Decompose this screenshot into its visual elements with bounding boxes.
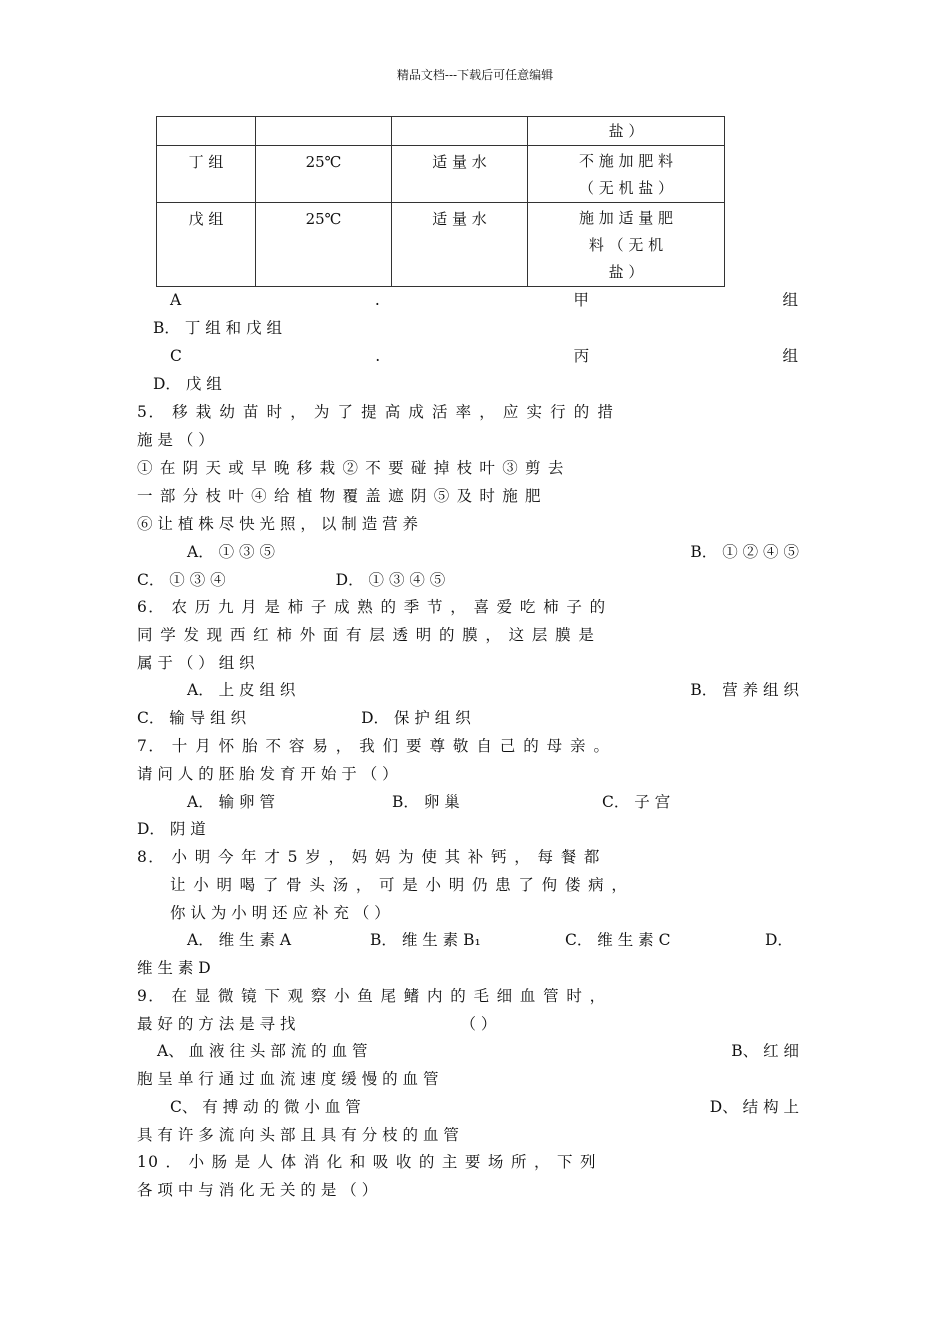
table-cell bbox=[256, 117, 392, 146]
option-line: 维 生 素 D bbox=[137, 959, 211, 977]
question-9: 9． 在 显 微 镜 下 观 察 小 鱼 尾 鳍 内 的 毛 细 血 管 时 ， bbox=[137, 987, 607, 1005]
question-line: 施 是 （ ） bbox=[137, 431, 214, 449]
table-cell bbox=[392, 117, 528, 146]
option-label: A bbox=[170, 291, 182, 309]
question-line: 属 于 （ ） 组 织 bbox=[137, 654, 255, 672]
question-line: ① 在 阴 天 或 早 晚 移 栽 ② 不 要 碰 掉 枝 叶 ③ 剪 去 bbox=[137, 459, 565, 477]
option-line: C、 有 搏 动 的 微 小 血 管 D、 结 构 上 bbox=[170, 1098, 799, 1116]
option-line: D． 阴 道 bbox=[137, 820, 206, 838]
question-line: 最 好 的 方 法 是 寻 找 （ ） bbox=[137, 1015, 497, 1033]
table-cell: 25℃ bbox=[256, 146, 392, 203]
table-cell: 盐 ） bbox=[528, 117, 725, 146]
option-line: A． 上 皮 组 织 B． 营 养 组 织 bbox=[187, 681, 799, 699]
question-line: 你 认 为 小 明 还 应 补 充 （ ） bbox=[170, 904, 390, 922]
table-row bbox=[157, 146, 725, 203]
question-6: 6． 农 历 九 月 是 柿 子 成 熟 的 季 节 ， 喜 爱 吃 柿 子 的 bbox=[137, 598, 607, 616]
table-row bbox=[157, 203, 725, 287]
question-5: 5． 移 栽 幼 苗 时 ， 为 了 提 高 成 活 率 ， 应 实 行 的 措 bbox=[137, 403, 615, 421]
table-cell: 施 加 适 量 肥 料 （ 无 机 盐 ） bbox=[528, 203, 725, 287]
option-line: B． 丁 组 和 戊 组 bbox=[153, 319, 283, 337]
table-cell: 适 量 水 bbox=[392, 203, 528, 287]
option-line: C． 输 导 组 织 D． 保 护 组 织 bbox=[137, 709, 471, 727]
option-text: 甲 bbox=[573, 291, 589, 309]
question-line: 各 项 中 与 消 化 无 关 的 是 （ ） bbox=[137, 1181, 378, 1199]
page-header: 精品文档---下载后可任意编辑 bbox=[396, 68, 554, 82]
option-line: 胞 呈 单 行 通 过 血 流 速 度 缓 慢 的 血 管 bbox=[137, 1070, 439, 1088]
option-dot: . bbox=[374, 291, 380, 309]
table-cell bbox=[157, 117, 256, 146]
table-cell: 戊 组 bbox=[157, 203, 256, 287]
table-cell: 适 量 水 bbox=[392, 146, 528, 203]
option-line: 具 有 许 多 流 向 头 部 且 具 有 分 枝 的 血 管 bbox=[137, 1126, 459, 1144]
question-7: 7． 十 月 怀 胎 不 容 易 ， 我 们 要 尊 敬 自 己 的 母 亲 。 bbox=[137, 737, 611, 755]
question-line: 同 学 发 现 西 红 柿 外 面 有 层 透 明 的 膜 ， 这 层 膜 是 bbox=[137, 626, 596, 644]
table-cell: 25℃ bbox=[256, 203, 392, 287]
question-line: 一 部 分 枝 叶 ④ 给 植 物 覆 盖 遮 阴 ⑤ 及 时 施 肥 bbox=[137, 487, 542, 505]
option-text: 组 bbox=[782, 291, 798, 309]
question-10: 10 ． 小 肠 是 人 体 消 化 和 吸 收 的 主 要 场 所 ， 下 列 bbox=[137, 1153, 597, 1171]
option-line: A． 维 生 素 A B． 维 生 素 B₁ C． 维 生 素 C D． bbox=[187, 931, 793, 949]
table-cell: 丁 组 bbox=[157, 146, 256, 203]
option-line: D． 戊 组 bbox=[153, 375, 222, 393]
option-line: A． ① ③ ⑤ B． ① ② ④ ⑤ bbox=[187, 543, 799, 561]
question-line: ⑥ 让 植 株 尽 快 光 照 ， 以 制 造 营 养 bbox=[137, 515, 419, 533]
table-row bbox=[157, 117, 725, 146]
question-line: 让 小 明 喝 了 骨 头 汤 ， 可 是 小 明 仍 患 了 佝 偻 病 ， bbox=[170, 876, 629, 894]
experiment-table bbox=[156, 116, 725, 287]
option-line: C . 丙 组 bbox=[170, 347, 798, 365]
question-8: 8． 小 明 今 年 才 5 岁 ， 妈 妈 为 使 其 补 钙 ， 每 餐 都 bbox=[137, 848, 601, 866]
option-line bbox=[170, 288, 798, 312]
table-cell: 不 施 加 肥 料 （ 无 机 盐 ） bbox=[528, 146, 725, 203]
option-line: A． 输 卵 管 B． 卵 巢 C． 子 宫 bbox=[187, 793, 671, 811]
question-line: 请 问 人 的 胚 胎 发 育 开 始 于 （ ） bbox=[137, 765, 398, 783]
option-line: C． ① ③ ④ D． ① ③ ④ ⑤ bbox=[137, 571, 446, 589]
option-line: A、 血 液 往 头 部 流 的 血 管 B、 红 细 bbox=[157, 1042, 799, 1060]
